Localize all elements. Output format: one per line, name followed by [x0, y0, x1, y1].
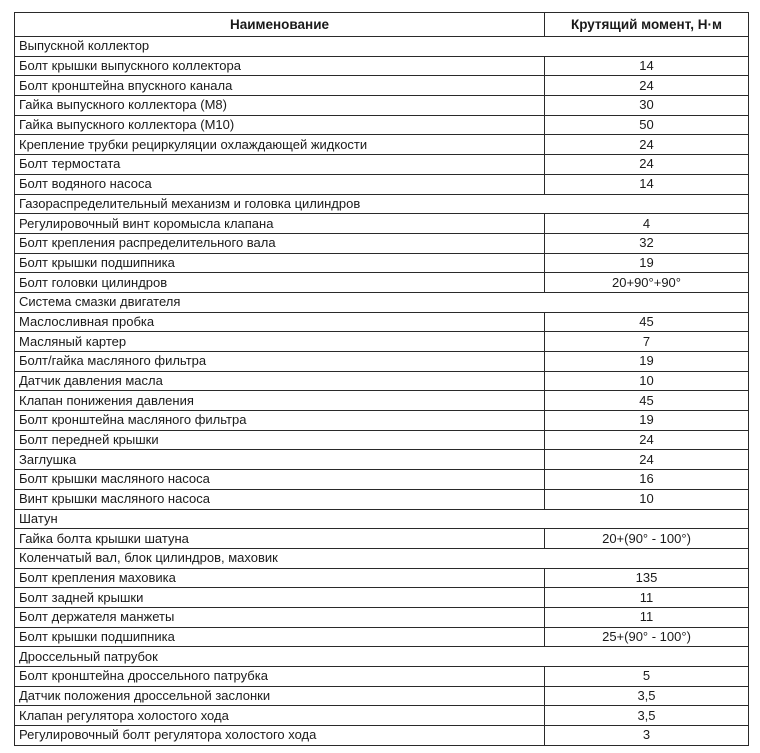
table-row — [15, 312, 749, 332]
torque-value: 11 — [545, 607, 749, 627]
torque-value: 24 — [545, 135, 749, 155]
table-row — [15, 588, 749, 608]
table-row — [15, 332, 749, 352]
torque-value: 10 — [545, 489, 749, 509]
section-row — [15, 37, 749, 57]
table-row — [15, 726, 749, 746]
item-name: Болт головки цилиндров — [15, 273, 545, 293]
table-row — [15, 174, 749, 194]
torque-value: 45 — [545, 391, 749, 411]
section-title: Коленчатый вал, блок цилиндров, маховик — [15, 548, 749, 568]
item-name: Болт кронштейна дроссельного патрубка — [15, 667, 545, 687]
table-row — [15, 155, 749, 175]
torque-value: 20+90°+90° — [545, 273, 749, 293]
table-row — [15, 391, 749, 411]
torque-value: 20+(90° - 100°) — [545, 529, 749, 549]
torque-value: 4 — [545, 214, 749, 234]
table-row — [15, 214, 749, 234]
torque-table — [14, 12, 749, 746]
item-name: Болт крепления маховика — [15, 568, 545, 588]
item-name: Болт крышки выпускного коллектора — [15, 56, 545, 76]
item-name: Болт/гайка масляного фильтра — [15, 352, 545, 372]
torque-value: 7 — [545, 332, 749, 352]
torque-value: 3,5 — [545, 706, 749, 726]
table-row — [15, 627, 749, 647]
torque-value: 19 — [545, 352, 749, 372]
item-name: Болт крышки подшипника — [15, 253, 545, 273]
item-name: Болт кронштейна впускного канала — [15, 76, 545, 96]
item-name: Болт задней крышки — [15, 588, 545, 608]
torque-value: 32 — [545, 233, 749, 253]
table-row — [15, 115, 749, 135]
section-row — [15, 548, 749, 568]
item-name: Винт крышки масляного насоса — [15, 489, 545, 509]
torque-value: 3 — [545, 726, 749, 746]
table-row — [15, 529, 749, 549]
torque-value: 24 — [545, 155, 749, 175]
header-torque: Крутящий момент, Н·м — [545, 13, 749, 37]
torque-value: 24 — [545, 430, 749, 450]
item-name: Болт кронштейна масляного фильтра — [15, 411, 545, 431]
table-row — [15, 233, 749, 253]
table-row — [15, 273, 749, 293]
table-row — [15, 568, 749, 588]
item-name: Датчик давления масла — [15, 371, 545, 391]
table-row — [15, 96, 749, 116]
section-row — [15, 194, 749, 214]
item-name: Клапан регулятора холостого хода — [15, 706, 545, 726]
item-name: Клапан понижения давления — [15, 391, 545, 411]
table-row — [15, 706, 749, 726]
section-row — [15, 509, 749, 529]
item-name: Гайка выпускного коллектора (М8) — [15, 96, 545, 116]
table-row — [15, 371, 749, 391]
item-name: Болт водяного насоса — [15, 174, 545, 194]
table-header-row — [15, 13, 749, 37]
section-title: Газораспределительный механизм и головка цилиндров — [15, 194, 749, 214]
table-row — [15, 470, 749, 490]
item-name: Заглушка — [15, 450, 545, 470]
torque-value: 30 — [545, 96, 749, 116]
item-name: Болт крышки подшипника — [15, 627, 545, 647]
table-row — [15, 430, 749, 450]
torque-value: 19 — [545, 411, 749, 431]
table-row — [15, 56, 749, 76]
table-row — [15, 135, 749, 155]
table-row — [15, 450, 749, 470]
item-name: Болт термостата — [15, 155, 545, 175]
section-title: Выпускной коллектор — [15, 37, 749, 57]
item-name: Гайка болта крышки шатуна — [15, 529, 545, 549]
section-title: Дроссельный патрубок — [15, 647, 749, 667]
item-name: Регулировочный болт регулятора холостого хода — [15, 726, 545, 746]
table-row — [15, 411, 749, 431]
item-name: Болт держателя манжеты — [15, 607, 545, 627]
torque-value: 25+(90° - 100°) — [545, 627, 749, 647]
torque-value: 19 — [545, 253, 749, 273]
item-name: Болт передней крышки — [15, 430, 545, 450]
table-row — [15, 489, 749, 509]
table-row — [15, 352, 749, 372]
torque-value: 24 — [545, 450, 749, 470]
item-name: Болт крышки масляного насоса — [15, 470, 545, 490]
torque-value: 3,5 — [545, 686, 749, 706]
torque-value: 135 — [545, 568, 749, 588]
torque-value: 24 — [545, 76, 749, 96]
item-name: Крепление трубки рециркуляции охлаждающей жидкости — [15, 135, 545, 155]
torque-value: 16 — [545, 470, 749, 490]
table-row — [15, 76, 749, 96]
torque-value: 50 — [545, 115, 749, 135]
section-row — [15, 292, 749, 312]
section-title: Шатун — [15, 509, 749, 529]
table-row — [15, 607, 749, 627]
torque-value: 10 — [545, 371, 749, 391]
torque-table-page — [14, 12, 748, 746]
item-name: Гайка выпускного коллектора (М10) — [15, 115, 545, 135]
item-name: Маслосливная пробка — [15, 312, 545, 332]
section-title: Система смазки двигателя — [15, 292, 749, 312]
table-body — [15, 37, 749, 746]
torque-value: 14 — [545, 174, 749, 194]
table-row — [15, 686, 749, 706]
section-row — [15, 647, 749, 667]
header-name: Наименование — [15, 13, 545, 37]
torque-value: 45 — [545, 312, 749, 332]
table-row — [15, 667, 749, 687]
item-name: Датчик положения дроссельной заслонки — [15, 686, 545, 706]
table-row — [15, 253, 749, 273]
item-name: Болт крепления распределительного вала — [15, 233, 545, 253]
item-name: Регулировочный винт коромысла клапана — [15, 214, 545, 234]
item-name: Масляный картер — [15, 332, 545, 352]
torque-value: 14 — [545, 56, 749, 76]
torque-value: 11 — [545, 588, 749, 608]
torque-value: 5 — [545, 667, 749, 687]
